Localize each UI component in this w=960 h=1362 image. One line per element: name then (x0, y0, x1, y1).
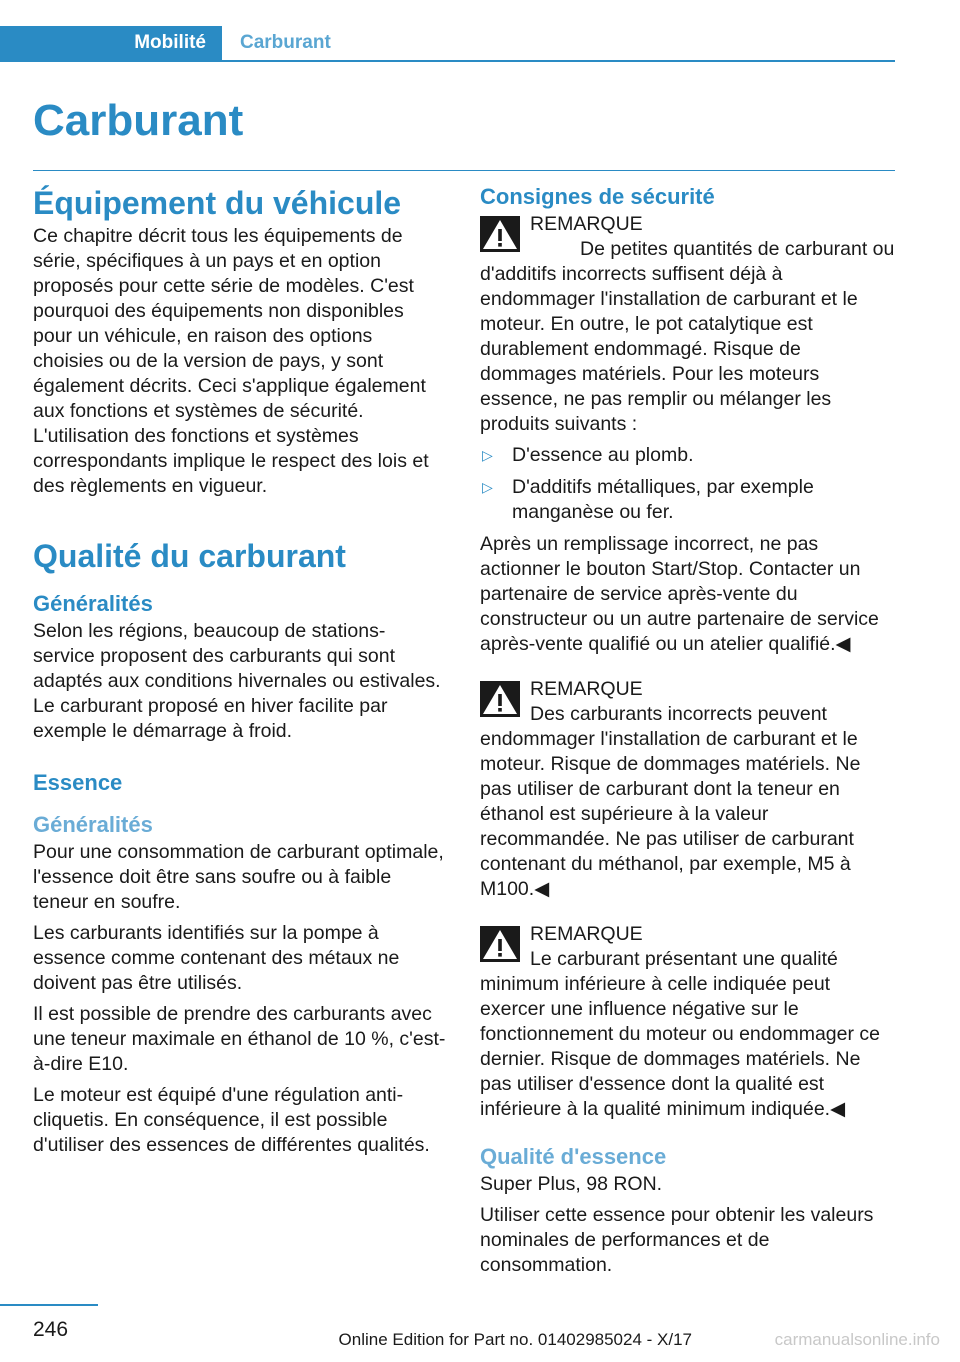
heading-generalites: Généralités (33, 591, 153, 616)
chapter-header (0, 26, 895, 62)
essence-paragraph-4: Le moteur est équipé d'une régulation anti-cliquetis. En conséquence, il est possible d'utiliser des essences de différentes qualités. (33, 1084, 430, 1156)
right-column (480, 182, 895, 1278)
warning-triangle-icon (480, 681, 520, 717)
essence-paragraph-2: Les carburants identifiés sur la pompe à essence comme contenant des métaux ne doivent pas être utilisés. (33, 922, 400, 994)
warning-triangle-icon (480, 926, 520, 962)
edition-note: Online Edition for Part no. 01402985024 - X/17 (338, 1330, 692, 1349)
page-title: Carburant (33, 96, 244, 145)
heading-qualite-essence: Qualité d'essence (480, 1144, 667, 1169)
watermark: carmanualsonline.info (774, 1330, 940, 1349)
warning-1-followup: Après un remplissage incorrect, ne pas actionner le bouton Start/Stop. Contacter un partenaire de service après-vente du constructeur ou un autre partenaire de service après-vente qualifié ou un atelier qualifié.◀ (480, 533, 879, 655)
footer-divider (0, 1304, 98, 1306)
heading-equipement: Équipement du véhicule (33, 185, 402, 221)
essence-paragraph-3: Il est possible de prendre des carburants avec une teneur maximale en éthanol de 10 %, c'est-à-dire E10. (33, 1003, 446, 1075)
warning-label: REMARQUE (530, 923, 643, 945)
warning-label: REMARQUE (530, 213, 643, 235)
tab-carburant[interactable]: Carburant (240, 32, 331, 53)
heading-qualite-carburant: Qualité du carburant (33, 538, 346, 574)
qualite-essence-paragraph-1: Super Plus, 98 RON. (480, 1173, 663, 1195)
warning-1-text: De petites quantités de carburant ou d'additifs incorrects suffisent déjà à endommager l'installation de carburant et le moteur. En outre, le pot catalytique est durablement endommagé. Risque de dommages matériels. Pour les moteurs essence, ne pas remplir ou mélanger les produits suivants : (480, 238, 895, 435)
triangle-bullet-icon: ▷ (482, 447, 493, 463)
equipement-paragraph: Ce chapitre décrit tous les équipements de série, spécifiques à un pays et en option proposés pour cette série de modèles. C'est pourquoi des équipements non disponibles pour un véhicule, en raison des options choisies ou de la version de pays, y sont également décrits. Ceci s'applique également aux fonctions et systèmes de sécurité. L'utilisation des fonctions et systèmes correspondants implique le respect des lois et des règlements en vigueur. (33, 225, 429, 497)
tab-mobilite[interactable]: Mobilité (0, 26, 222, 60)
warning-block-1 (480, 212, 895, 437)
title-divider (33, 170, 895, 171)
heading-consignes-securite: Consignes de sécurité (480, 184, 715, 209)
list-item: ▷ D'additifs métalliques, par exemple manganèse ou fer. (482, 476, 814, 523)
generalites-paragraph: Selon les régions, beaucoup de stations-service proposent des carburants qui sont adaptés aux conditions hivernales ou estivales. Le carburant proposé en hiver facilite par exemple le démarrage à froid. (33, 620, 441, 742)
warning-3-text: Le carburant présentant une qualité minimum inférieure à celle indiquée peut exercer une influence négative sur le fonctionnement du moteur ou endommager ce dernier. Risque de dommages matériels. Ne pas utiliser d'essence dont la qualité est inférieure à la qualité minimum indiquée.◀ (480, 948, 880, 1120)
qualite-essence-paragraph-2: Utiliser cette essence pour obtenir les valeurs nominales de performances et de consommation. (480, 1204, 874, 1276)
warning-2-text: Des carburants incorrects peuvent endommager l'installation de carburant et le moteur. Risque de dommages matériels. Ne pas utiliser de carburant dont la teneur en éthanol est supérieure à la valeur recommandée. Ne pas utiliser de carburant contenant du méthanol, par exemple, M5 à M100.◀ (480, 703, 861, 900)
left-column (33, 182, 447, 1158)
list-item: ▷ D'essence au plomb. (482, 444, 694, 466)
heading-essence: Essence (33, 770, 123, 795)
forbidden-products-list (480, 443, 895, 525)
warning-label: REMARQUE (530, 678, 643, 700)
warning-block-2 (480, 677, 895, 902)
essence-paragraph-1: Pour une consommation de carburant optimale, l'essence doit être sans soufre ou à faible teneur en soufre. (33, 841, 444, 913)
page-number: 246 (33, 1318, 69, 1341)
triangle-bullet-icon: ▷ (482, 479, 493, 495)
heading-generalites-essence: Généralités (33, 812, 153, 837)
warning-triangle-icon (480, 216, 520, 252)
warning-block-3 (480, 922, 895, 1122)
